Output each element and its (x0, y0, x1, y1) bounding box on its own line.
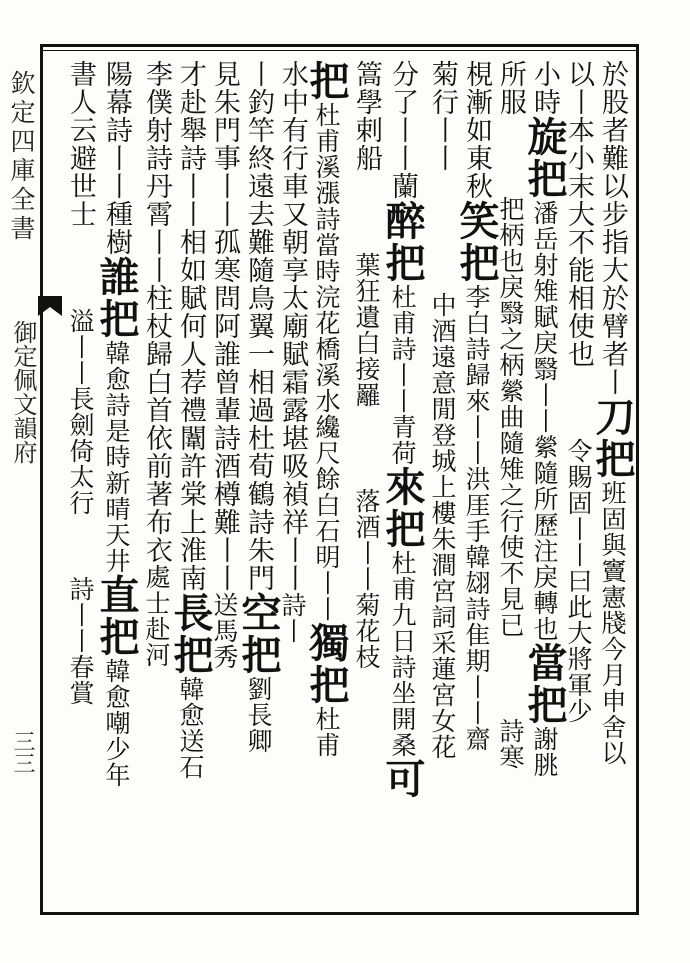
column-12-tail: 送馬秀 (210, 592, 239, 670)
text-column-5 (453, 60, 500, 910)
column-10-tail: 詩丨 (278, 592, 307, 644)
column-5-note: 李白詩歸來丨丨洪厓手韓翃詩隹期丨丨齋 (462, 284, 491, 752)
text-column-1-body: 於股者難以步指大於臂者丨 (597, 60, 628, 396)
text-column-4 (494, 60, 526, 910)
text-column-16-body: 書人云避世士 (65, 60, 96, 228)
column-11-tail: 劉長卿 (244, 676, 273, 754)
frame-top-rule (40, 44, 638, 47)
column-8-tail: 落酒丨丨菊花枝 (352, 488, 381, 670)
frame-bottom-rule (40, 912, 638, 915)
column-4-note: 把柄也戾翳之柄縈曲隨雉之行使不見已 (496, 196, 525, 638)
column-16-note: 溢丨丨長劍倚太行 (66, 308, 95, 516)
text-column-11 (235, 60, 282, 910)
text-column-9 (303, 60, 350, 910)
text-column-6 (426, 60, 458, 910)
fish-tail-mark (38, 296, 62, 316)
column-13-tail: 韓愈送石 (176, 676, 205, 780)
headword-du: 獨把 (303, 622, 350, 706)
margin-book-title: 欽定四庫全書 (7, 70, 36, 244)
text-column-1 (589, 60, 636, 910)
text-column-7 (379, 60, 426, 910)
text-column-8 (350, 60, 382, 910)
text-column-14 (140, 60, 172, 910)
headword-ke: 可 (379, 758, 426, 800)
headword-chang: 長把 (167, 592, 214, 676)
frame-right-rule (636, 44, 639, 915)
text-column-13 (167, 60, 214, 910)
column-16-tail: 詩丨丨春賞 (66, 576, 95, 706)
text-column-7-body: 分了丨丨蘭 (387, 60, 418, 200)
text-column-10-body: 水中有行車又朝享太廟賦霜露堪吸禎祥丨丨 (277, 60, 308, 592)
column-15-note: 韓愈詩是時新晴天井 (102, 340, 131, 574)
column-7-tail: 杜甫九日詩坐開桑 (388, 550, 417, 758)
headword-zui: 醉把 (379, 200, 426, 284)
text-column-12 (208, 60, 240, 910)
text-column-4-body: 所服 (495, 60, 526, 116)
column-8-note: 葉狂遺白接䍦 (352, 252, 381, 408)
text-column-13-body: 才赴舉詩丨丨相如賦何人荐禮闈許棠上淮南 (175, 60, 206, 592)
text-column-16 (64, 60, 96, 910)
headword-dang: 當把 (521, 642, 568, 726)
headword-kong: 空把 (235, 592, 282, 676)
text-column-5-body: 梘漸如東秋 (461, 60, 492, 200)
headword-lai: 來把 (379, 466, 426, 550)
headword-zhi: 直把 (93, 574, 140, 658)
column-4-tail: 詩寒 (496, 718, 525, 770)
text-column-8-body: 篙學剌船 (351, 60, 382, 172)
column-2-note: 令賜固丨丨曰此大將軍少 (564, 438, 593, 724)
page-number: 三三 (10, 730, 35, 774)
headword-xuan: 旋把 (521, 116, 568, 200)
column-9-tail: 杜甫 (312, 706, 341, 758)
text-column-12-body: 見朱門事丨丨孤寒問阿誰曾輩詩酒樽難丨丨 (209, 60, 240, 592)
column-14-tail: 處士赴河 (142, 564, 171, 668)
text-column-6-body: 菊行丨丨 (427, 60, 458, 172)
column-6-note: 中酒遠意閒登城上樓朱澗宮詞采蓮宮女花 (428, 292, 457, 760)
text-column-11-body: 丨釣竿終遠去難隨鳥翼一相過杜荀鶴詩朱門 (243, 60, 274, 592)
text-column-10 (276, 60, 308, 910)
column-3-note: 潘岳射雉賦戾翳丨丨縈隨所歷注戾轉也 (530, 200, 559, 642)
text-column-2-body: 以丨本小末大不能相使也 (563, 60, 594, 368)
text-column-15-body: 陽幕詩丨丨種樹 (101, 60, 132, 256)
text-column-3-body: 小時 (529, 60, 560, 116)
headword-xiao: 笑把 (453, 200, 500, 284)
frame-top-thin-rule (40, 50, 638, 51)
headword-ba: 把 (303, 60, 350, 102)
column-15-tail: 韓愈嘲少年 (102, 658, 131, 788)
headword-dao: 刀把 (589, 396, 636, 480)
frame-left-rule (40, 44, 43, 915)
text-column-14-body: 李僕射詩丹霄丨丨柱杖歸白首依前著布衣 (141, 60, 172, 564)
column-7-note: 杜甫詩丨丨青荷 (388, 284, 417, 466)
margin-volume-title: 御定佩文韻府 (9, 320, 37, 464)
text-column-3 (521, 60, 568, 910)
headword-shui: 誰把 (93, 256, 140, 340)
column-1-note: 班固與竇憲牋今月申舍以 (598, 480, 627, 766)
column-3-tail: 謝朓 (530, 726, 559, 778)
column-9-note: 杜甫溪漲詩當時浣花橋溪水纔尺餘白石明丨丨 (312, 102, 341, 622)
text-column-15 (93, 60, 140, 910)
